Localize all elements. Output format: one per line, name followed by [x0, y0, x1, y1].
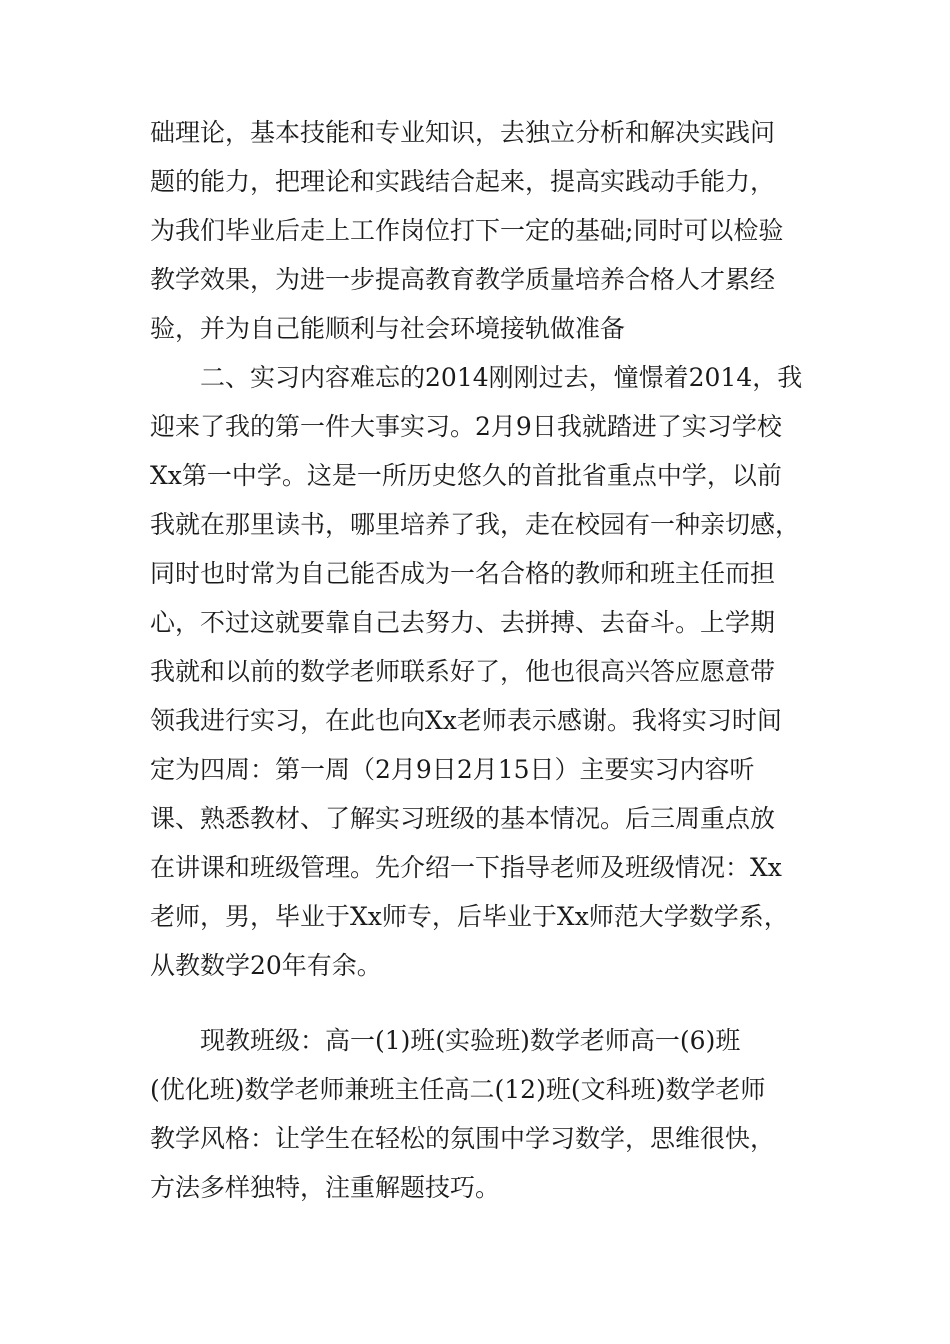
text-line: 在讲课和班级管理。先介绍一下指导老师及班级情况：Xx — [150, 853, 782, 882]
text-line: (优化班)数学老师兼班主任高二(12)班(文科班)数学老师 — [150, 1075, 766, 1104]
text-line: 题的能力，把理论和实践结合起来，提高实践动手能力， — [150, 167, 776, 196]
text-line: 迎来了我的第一件大事实习。2月9日我就踏进了实习学校 — [150, 412, 782, 441]
text-line: 领我进行实习，在此也向Xx老师表示感谢。我将实习时间 — [150, 706, 782, 735]
text-line: 础理论，基本技能和专业知识，去独立分析和解决实践问 — [150, 118, 776, 147]
text-line: 为我们毕业后走上工作岗位打下一定的基础;同时可以检验 — [150, 216, 784, 245]
text-line: 二、实习内容难忘的2014刚刚过去，憧憬着2014，我 — [150, 363, 803, 392]
text-line: 方法多样独特，注重解题技巧。 — [150, 1173, 501, 1202]
text-line: 同时也时常为自己能否成为一名合格的教师和班主任而担 — [150, 559, 776, 588]
text-line: 现教班级：高一(1)班(实验班)数学老师高一(6)班 — [150, 1026, 741, 1055]
text-line: 验，并为自己能顺利与社会环境接轨做准备 — [150, 314, 626, 343]
text-line: 我就在那里读书，哪里培养了我，走在校园有一种亲切感， — [150, 510, 801, 539]
text-line: 从教数学20年有余。 — [150, 951, 382, 980]
text-line: 课、熟悉教材、了解实习班级的基本情况。后三周重点放 — [150, 804, 776, 833]
text-line: 老师，男，毕业于Xx师专，后毕业于Xx师范大学数学系， — [150, 902, 789, 931]
text-line: Xx第一中学。这是一所历史悠久的首批省重点中学，以前 — [150, 461, 782, 490]
text-line: 我就和以前的数学老师联系好了，他也很高兴答应愿意带 — [150, 657, 776, 686]
text-line: 定为四周：第一周（2月9日2月15日）主要实习内容听 — [150, 755, 755, 784]
paragraph-spacer — [150, 990, 810, 1016]
text-line: 心，不过这就要靠自己去努力、去拼搏、去奋斗。上学期 — [150, 608, 776, 637]
document-body — [150, 108, 810, 1212]
text-line: 教学风格：让学生在轻松的氛围中学习数学，思维很快， — [150, 1124, 776, 1153]
text-line: 教学效果，为进一步提高教育教学质量培养合格人才累经 — [150, 265, 776, 294]
